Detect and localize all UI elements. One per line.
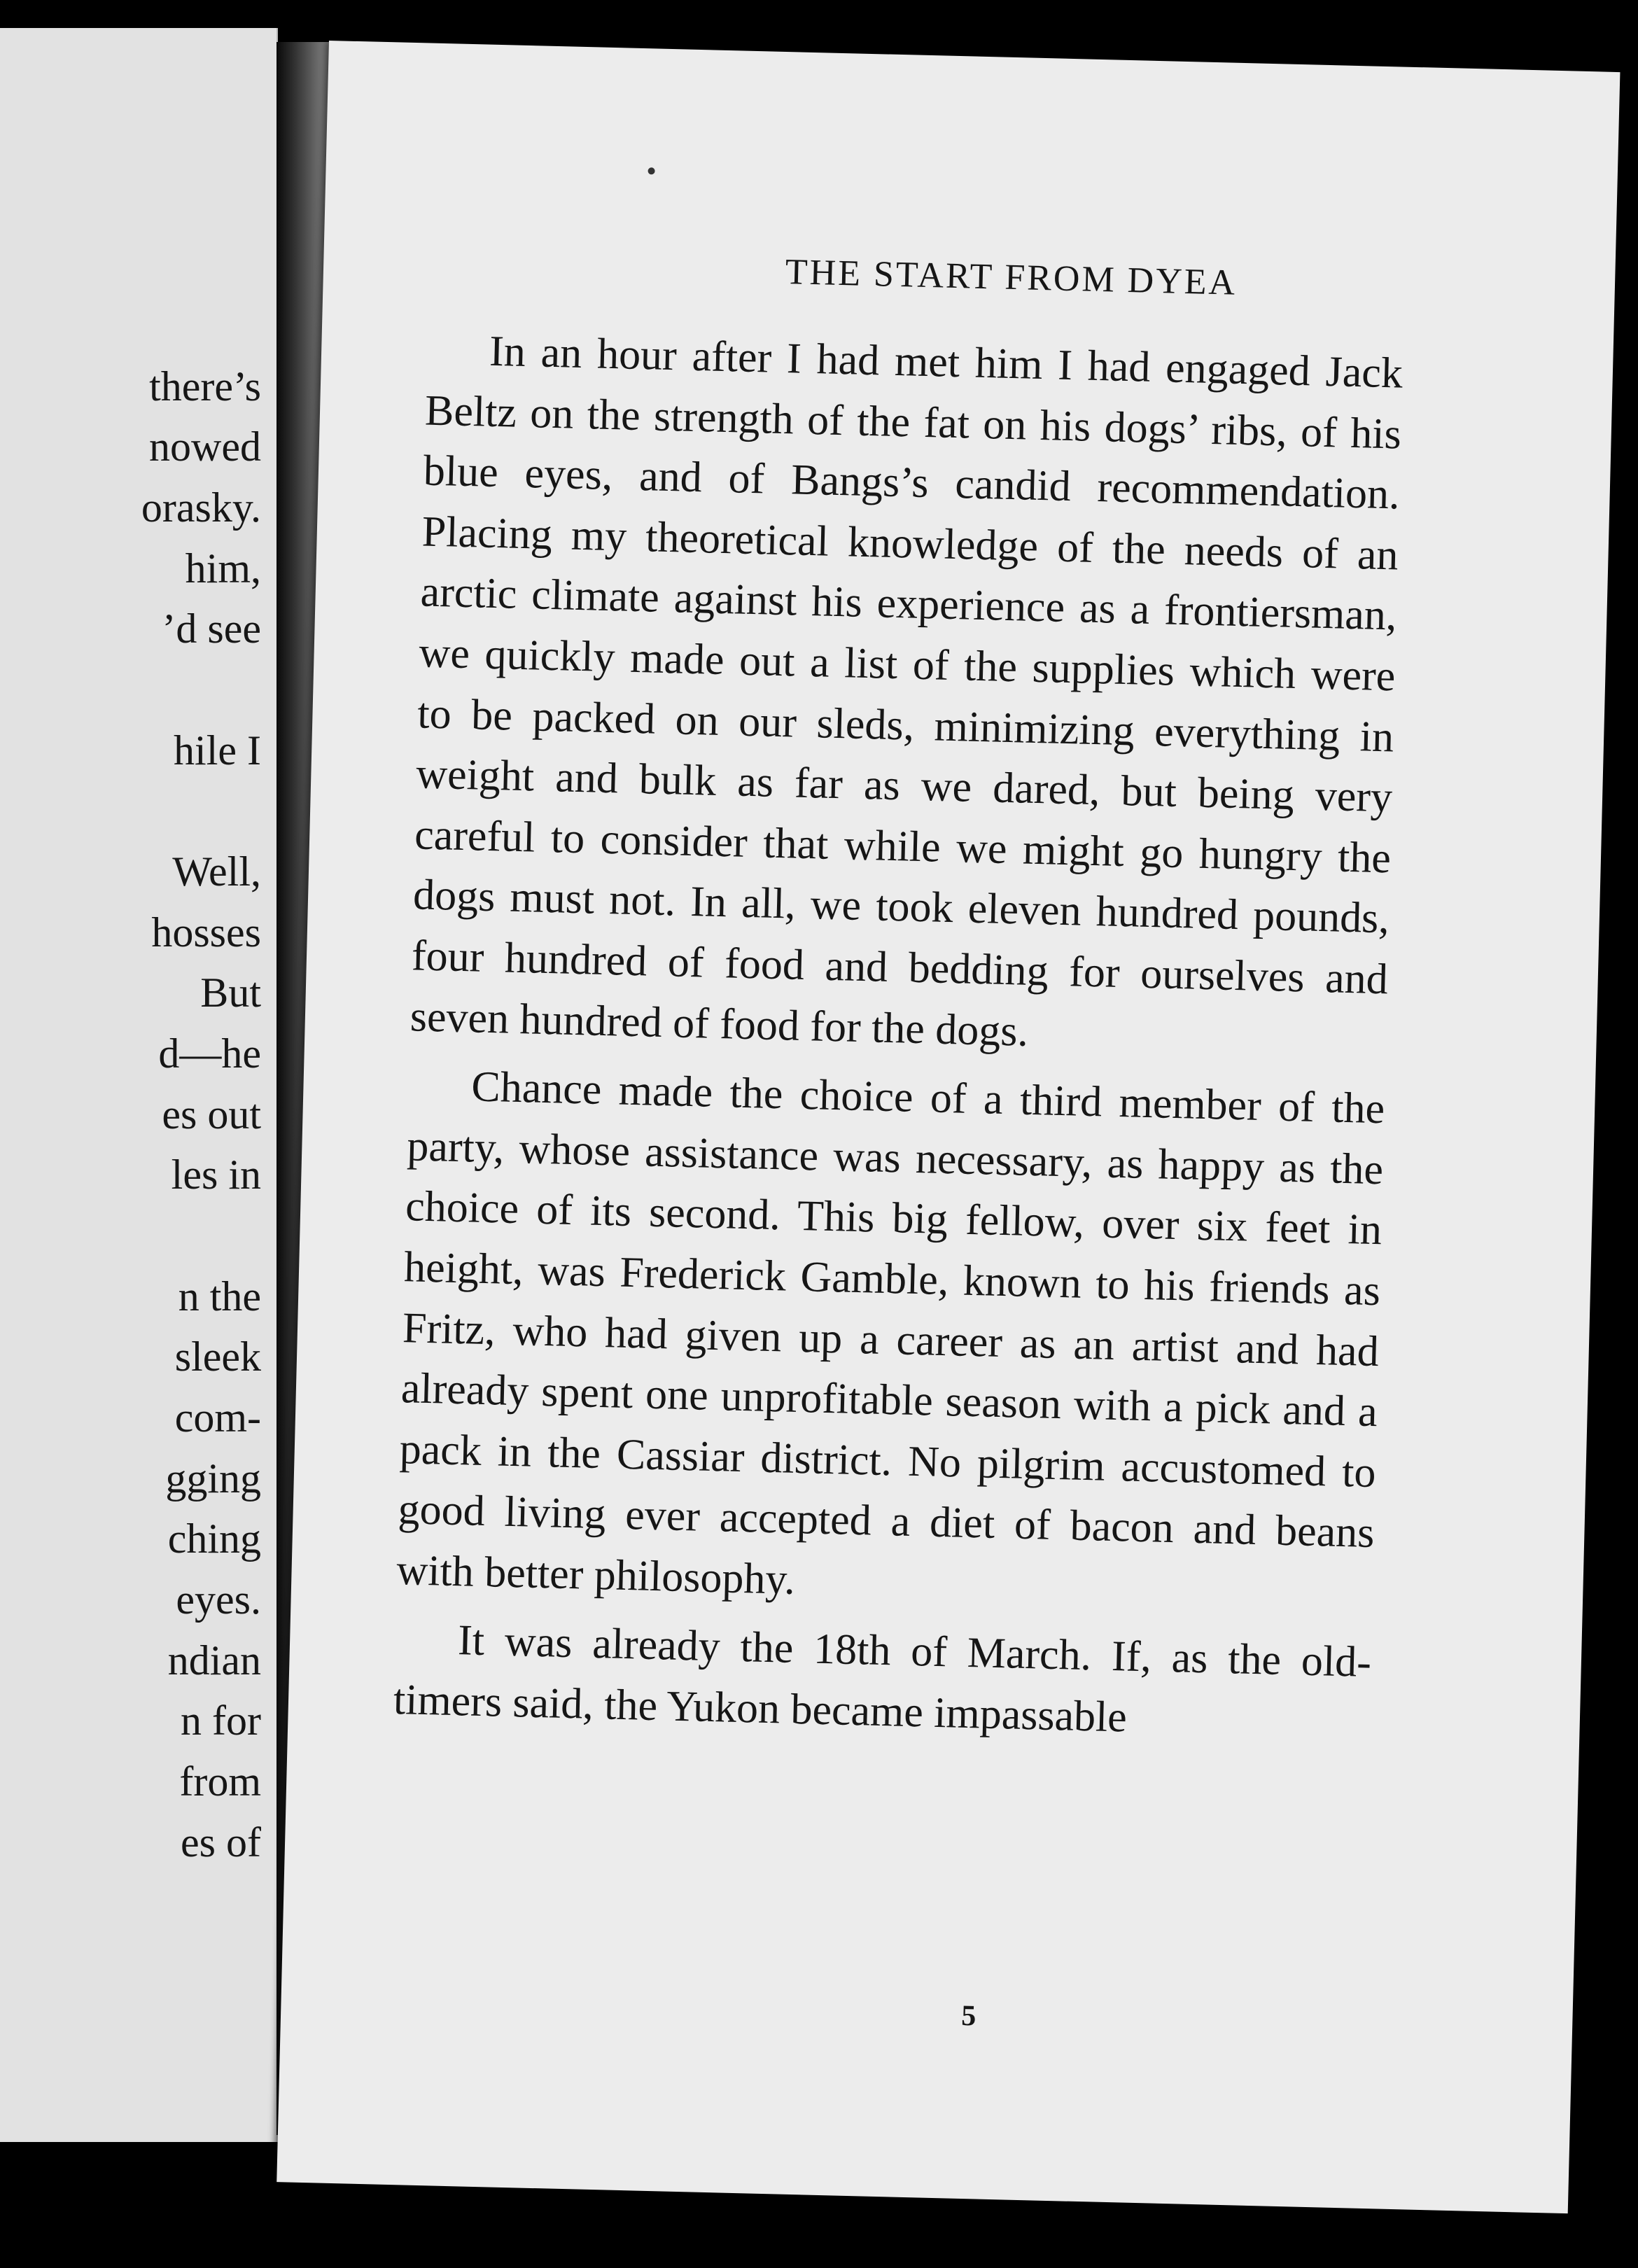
left-page-line: But [200, 969, 261, 1016]
left-page [0, 28, 278, 2142]
left-page-line: from [179, 1758, 261, 1805]
left-page-line: ’d see [162, 606, 261, 652]
right-page [276, 41, 1620, 2213]
left-page-line: com- [174, 1394, 261, 1441]
left-page-line: him, [185, 545, 261, 592]
left-page-line: sleek [174, 1334, 261, 1380]
left-page-line: Well, [172, 848, 261, 895]
body-text [393, 320, 1404, 1754]
left-page-line: orasky. [141, 484, 261, 531]
left-page-line: es of [181, 1819, 261, 1865]
left-page-line: hile I [174, 727, 261, 774]
ink-speck [648, 167, 654, 174]
left-page-line: d—he [158, 1030, 261, 1077]
paragraph: Chance made the choice of a third member of the party, whose assistance was necessary, as happy as the choice of its second. This big fellow, over six feet in height, was Frederick Gamble, known to his friends as Fritz, who had given up a career as an artist and had already spent one unprofitable season with a pick and a pack in the Cassiar district. No pilgrim accustomed to good living ever accepted a diet of bacon and beans with better philosophy. [396, 1063, 1385, 1604]
left-page-line: es out [162, 1091, 261, 1138]
left-page-line: n the [178, 1273, 261, 1320]
left-page-line: n for [181, 1698, 261, 1744]
left-page-line: nowed [149, 424, 261, 470]
paragraph: In an hour after I had met him I had engaged Jack Beltz on the strength of the fat on his dogs’ ribs, of his blue eyes, and of Bangs’s candid recommendation. Placing my theoretical knowledge of the needs of an arctic climate against his experience as a frontiersman, we quickly made out a list of the supplies which were to be packed on our sleds, minimizing everything in weight and bulk as far as we dared, but being very careful to consider that while we might go hungry the dogs must not. In all, we took eleven hundred pounds, four hundred of food and bedding for ourselves and seven hundred of food for the dogs. [410, 327, 1404, 1056]
page-number: 5 [960, 1999, 976, 2033]
left-page-line: ndian [167, 1637, 261, 1684]
left-page-line: ching [167, 1516, 261, 1562]
left-page-line: hosses [151, 909, 261, 955]
paragraph: It was already the 18th of March. If, as the old-timers said, the Yukon became impassable [393, 1616, 1372, 1742]
running-header: THE START FROM DYEA [785, 252, 1238, 303]
left-page-line: les in [171, 1152, 261, 1198]
left-page-line: eyes. [176, 1576, 261, 1623]
left-page-line: gging [165, 1455, 261, 1502]
left-page-line: there’s [149, 363, 261, 410]
